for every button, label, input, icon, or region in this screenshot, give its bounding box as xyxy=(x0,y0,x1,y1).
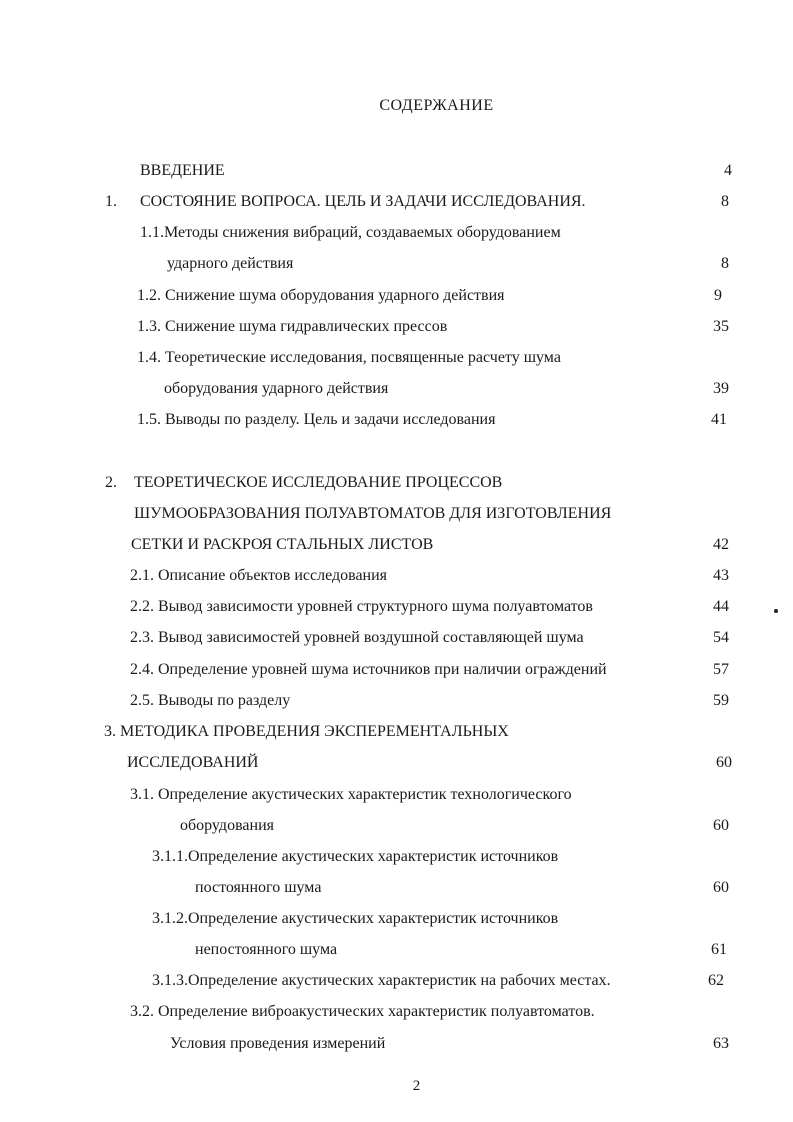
toc-entry-page: 4 xyxy=(724,162,732,179)
toc-entry-text: 3. МЕТОДИКА ПРОВЕДЕНИЯ ЭКСПЕРЕМЕНТАЛЬНЫХ xyxy=(104,723,509,740)
toc-entry-text: 3.1.3.Определение акустических характеристик на рабочих местах. xyxy=(152,972,611,989)
toc-entry-page: 63 xyxy=(713,1035,729,1052)
toc-entry-page: 54 xyxy=(713,629,729,646)
toc-entry-page: 61 xyxy=(711,941,727,958)
toc-entry-number: 2. xyxy=(105,474,117,491)
toc-entry-page: 41 xyxy=(711,411,727,428)
toc-entry-page: 59 xyxy=(713,692,729,709)
toc-entry-text: 1.5. Выводы по разделу. Цель и задачи исследования xyxy=(137,411,496,428)
toc-entry-text: 3.2. Определение виброакустических характеристик полуавтоматов. xyxy=(130,1003,595,1020)
toc-entry-text: 1.2. Снижение шума оборудования ударного действия xyxy=(137,287,505,304)
toc-entry-text: 1.4. Теоретические исследования, посвященные расчету шума xyxy=(137,349,561,366)
toc-entry-number: 1. xyxy=(105,193,117,210)
toc-entry-text: 2.2. Вывод зависимости уровней структурного шума полуавтоматов xyxy=(130,598,593,615)
toc-entry-text: СОСТОЯНИЕ ВОПРОСА. ЦЕЛЬ И ЗАДАЧИ ИССЛЕДОВАНИЯ. xyxy=(140,193,586,210)
toc-entry-page: 44 xyxy=(713,598,729,615)
toc-entry-text: СЕТКИ И РАСКРОЯ СТАЛЬНЫХ ЛИСТОВ xyxy=(131,536,434,553)
toc-entry-text: оборудования ударного действия xyxy=(164,380,389,397)
toc-entry-text: 3.1. Определение акустических характеристик технологического xyxy=(130,786,572,803)
toc-entry-text: ИССЛЕДОВАНИЙ xyxy=(127,754,259,771)
toc-entry-page: 62 xyxy=(708,972,724,989)
toc-entry-text: 3.1.2.Определение акустических характеристик источников xyxy=(152,910,559,927)
toc-entry-text: постоянного шума xyxy=(195,879,322,896)
toc-entry-page: 60 xyxy=(716,754,732,771)
page-title: СОДЕРЖАНИЕ xyxy=(379,97,494,114)
toc-entry-page: 39 xyxy=(713,380,729,397)
toc-entry-text: 1.3. Снижение шума гидравлических прессов xyxy=(137,318,448,335)
toc-entry-text: ВВЕДЕНИЕ xyxy=(140,162,225,179)
toc-entry-text: 2.4. Определение уровней шума источников при наличии ограждений xyxy=(130,661,607,678)
toc-entry-text: непостоянного шума xyxy=(195,941,338,958)
toc-entry-page: 8 xyxy=(721,193,729,210)
toc-entry-page: 35 xyxy=(713,318,729,335)
toc-entry-page: 9 xyxy=(714,287,722,304)
toc-entry-text: 3.1.1.Определение акустических характеристик источников xyxy=(152,848,559,865)
toc-entry-page: 57 xyxy=(713,661,729,678)
scan-speck xyxy=(774,609,778,613)
toc-entry-text: ТЕОРЕТИЧЕСКОЕ ИССЛЕДОВАНИЕ ПРОЦЕССОВ xyxy=(134,474,503,491)
toc-entry-page: 8 xyxy=(721,255,729,272)
toc-entry-text: 1.1.Методы снижения вибраций, создаваемых оборудованием xyxy=(140,224,561,241)
toc-entry-text: 2.1. Описание объектов исследования xyxy=(130,567,388,584)
toc-entry-page: 42 xyxy=(713,536,729,553)
page-number: 2 xyxy=(412,1078,421,1094)
toc-entry-page: 60 xyxy=(713,817,729,834)
toc-entry-text: 2.3. Вывод зависимостей уровней воздушной составляющей шума xyxy=(130,629,584,646)
toc-entry-page: 43 xyxy=(713,567,729,584)
toc-entry-text: оборудования xyxy=(180,817,274,834)
toc-entry-text: ШУМООБРАЗОВАНИЯ ПОЛУАВТОМАТОВ ДЛЯ ИЗГОТОВЛЕНИЯ xyxy=(134,505,612,522)
toc-entry-text: Условия проведения измерений xyxy=(170,1035,386,1052)
toc-entry-page: 60 xyxy=(713,879,729,896)
toc-entry-text: 2.5. Выводы по разделу xyxy=(130,692,291,709)
toc-entry-text: ударного действия xyxy=(167,255,294,272)
